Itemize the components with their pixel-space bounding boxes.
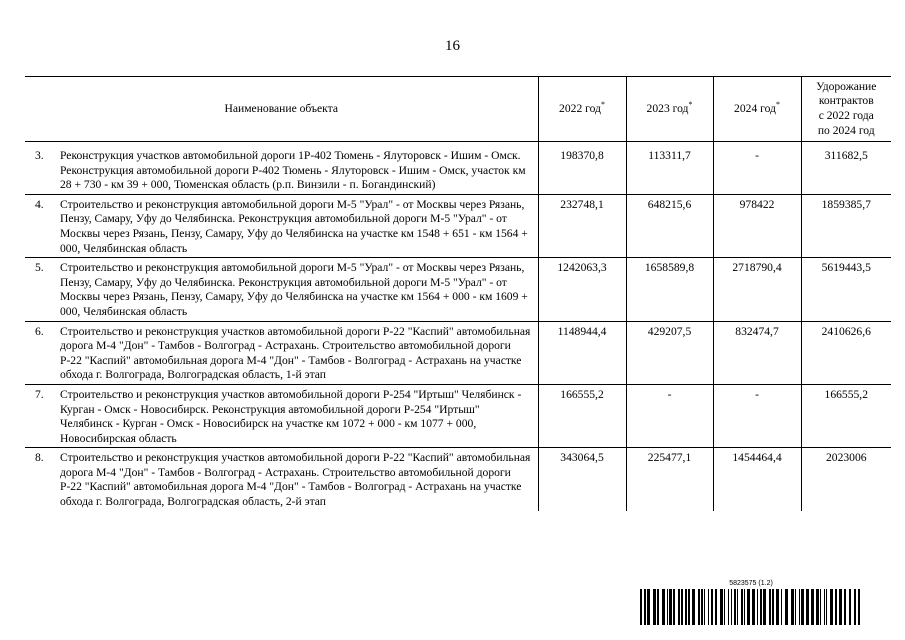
object-name: Строительство и реконструкция участков автомобильной дороги Р-22 "Каспий" автомобильная дорога М-4 "Дон" - Тамбов - Волгоград - Астрахань. Строительство автомобильной дороги Р-22 "Каспий" автомобильная дорога М-4 "Дон" - Тамбов - Волгоград - Астрахань на участке обхода г. Волгограда, Волгоградская область, 1-й этап [60,321,538,384]
header-year-2024 [713,77,801,142]
barcode-bar [685,589,687,625]
value-2024: - [713,142,801,195]
barcode-bar [692,589,695,625]
barcode-bar [657,589,659,625]
value-2022: 343064,5 [538,448,626,511]
header-cost-increase [801,77,891,142]
table-row [25,142,891,195]
barcode-bar [704,589,705,625]
value-2023: 429207,5 [626,321,713,384]
row-number: 4. [25,194,60,257]
value-2023: - [626,384,713,447]
data-table [25,76,891,511]
barcode-bar [647,589,650,625]
barcode-bar [744,589,745,625]
barcode-bar [844,589,846,625]
barcode-bar [781,589,782,625]
value-2022: 1242063,3 [538,258,626,321]
barcode-bar [720,589,723,625]
value-increase: 5619443,5 [801,258,891,321]
header-cost-increase-line: контрактов [818,94,874,108]
barcode-bar [835,589,837,625]
header-cost-increase-line: по 2024 год [817,123,875,137]
header-object-name [25,77,538,142]
barcode-bar [795,589,796,625]
barcode-bar [681,589,683,625]
object-name: Строительство и реконструкция автомобильной дороги М-5 "Урал" - от Москвы через Рязань, Пензу, Самару, Уфу до Челябинска. Реконструкция автомобильной дороги М-5 "Урал" - от Москвы через Рязань, Пензу, Самару, Уфу до Челябинска на участке км 1548 + 651 - км 1564 + 000, Челябинская область [60,194,538,257]
barcode-bar [854,589,856,625]
value-2024: 978422 [713,194,801,257]
barcode-bar [715,589,717,625]
barcode-bar [769,589,771,625]
barcode-bar [826,589,827,625]
footnote-asterisk: * [688,99,693,109]
object-name: Строительство и реконструкция участков автомобильной дороги Р-254 "Иртыш" Челябинск - Курган - Омск - Новосибирск. Реконструкция автомобильной дороги Р-254 "Иртыш" Челябинск - Курган - Омск - Новосибирск на участке км 1072 + 000 - км 1077 + 000, Новосибирская область [60,384,538,447]
barcode-bar [772,589,774,625]
value-increase: 2023006 [801,448,891,511]
header-year-2022-label: 2022 год [559,101,601,115]
value-2022: 198370,8 [538,142,626,195]
barcode-bar [701,589,703,625]
barcode-bar [728,589,729,625]
value-2024: - [713,384,801,447]
barcode-bar [801,589,804,625]
barcode-bar [858,589,860,625]
barcode-bar [678,589,680,625]
footnote-asterisk: * [600,99,605,109]
header-cost-increase-line: с 2022 года [818,109,874,122]
value-2024: 1454464,4 [713,448,801,511]
row-number: 5. [25,258,60,321]
barcode-bar [734,589,736,625]
barcode-bar [747,589,750,625]
barcode-bar [644,589,646,625]
barcode-bar [731,589,732,625]
value-increase: 311682,5 [801,142,891,195]
value-2022: 166555,2 [538,384,626,447]
object-name: Строительство и реконструкция участков автомобильной дороги Р-22 "Каспий" автомобильная дорога М-4 "Дон" - Тамбов - Волгоград - Астрахань. Строительство автомобильной дороги Р-22 "Каспий" автомобильная дорога М-4 "Дон" - Тамбов - Волгоград - Астрахань на участке обхода г. Волгограда, Волгоградская область, 2-й этап [60,451,531,509]
barcode-bar [724,589,725,625]
header-cost-increase-line: Удорожание [816,79,877,93]
value-increase: 1859385,7 [801,194,891,257]
barcode-graphic [640,589,862,625]
barcode-bar [708,589,709,625]
barcode-bar [711,589,713,625]
barcode-bar [791,589,794,625]
barcode-bar [688,589,690,625]
table-row [25,258,891,321]
object-name: Строительство и реконструкция автомобильной дороги М-5 "Урал" - от Москвы через Рязань, Пензу, Самару, Уфу до Челябинска. Реконструкция автомобильной дороги М-5 "Урал" - от Москвы через Рязань, Пензу, Самару, Уфу до Челябинска на участке км 1564 + 000 - км 1609 + 000, Челябинская область [60,258,538,321]
barcode-bar [824,589,825,625]
value-2024: 2718790,4 [713,258,801,321]
header-year-2024-label: 2024 год [734,101,776,115]
barcode-bar [839,589,842,625]
row-number: 8. [35,451,44,465]
value-2024: 832474,7 [713,321,801,384]
value-2022: 232748,1 [538,194,626,257]
value-2023: 648215,6 [626,194,713,257]
barcode-bar [849,589,851,625]
barcode-bar [669,589,672,625]
table-row [25,384,891,447]
barcode-bar [776,589,779,625]
header-row [25,77,891,142]
barcode-bar [799,589,800,625]
barcode-bar [820,589,821,625]
barcode-bar [785,589,788,625]
row-number: 3. [25,142,60,195]
barcode-bar [640,589,642,625]
barcode-bar [737,589,738,625]
header-year-2023-label: 2023 год [646,101,689,115]
value-2023: 113311,7 [626,142,713,195]
value-increase: 166555,2 [801,384,891,447]
document-barcode [640,580,862,628]
barcode-bar [752,589,755,625]
footnote-asterisk: * [775,99,780,109]
row-number: 7. [25,384,60,447]
barcode-bar [811,589,814,625]
header-year-2022 [538,77,626,142]
table-row [25,321,891,384]
object-name: Реконструкция участков автомобильной дороги 1Р-402 Тюмень - Ялуторовск - Ишим - Омск. Реконструкция автомобильной дороги Р-402 Тюмень - Ялуторовск - Ишим - Омск, участок км 28 + 730 - км 39 + 000, Тюменская область (р.п. Винзили - п. Богандинский) [60,142,538,195]
value-2023: 1658589,8 [626,258,713,321]
value-increase: 2410626,6 [801,321,891,384]
barcode-bar [806,589,809,625]
barcode-bar [757,589,758,625]
barcode-bar [673,589,675,625]
value-2023: 225477,1 [626,448,713,511]
barcode-bar [662,589,665,625]
row-number: 6. [25,321,60,384]
table-row [25,448,891,511]
value-2022: 1148944,4 [538,321,626,384]
header-object-name-label: Наименование объекта [224,101,339,115]
page-number: 16 [445,38,460,54]
barcode-bar [760,589,762,625]
barcode-bar [830,589,833,625]
barcode-bar [763,589,766,625]
barcode-bar [816,589,819,625]
barcode-bar [653,589,656,625]
barcode-bar [741,589,743,625]
barcode-bar [667,589,668,625]
barcode-bar [698,589,700,625]
table-row [25,194,891,257]
barcode-id: 5823575 (1.2) [729,580,773,587]
header-year-2023 [626,77,713,142]
